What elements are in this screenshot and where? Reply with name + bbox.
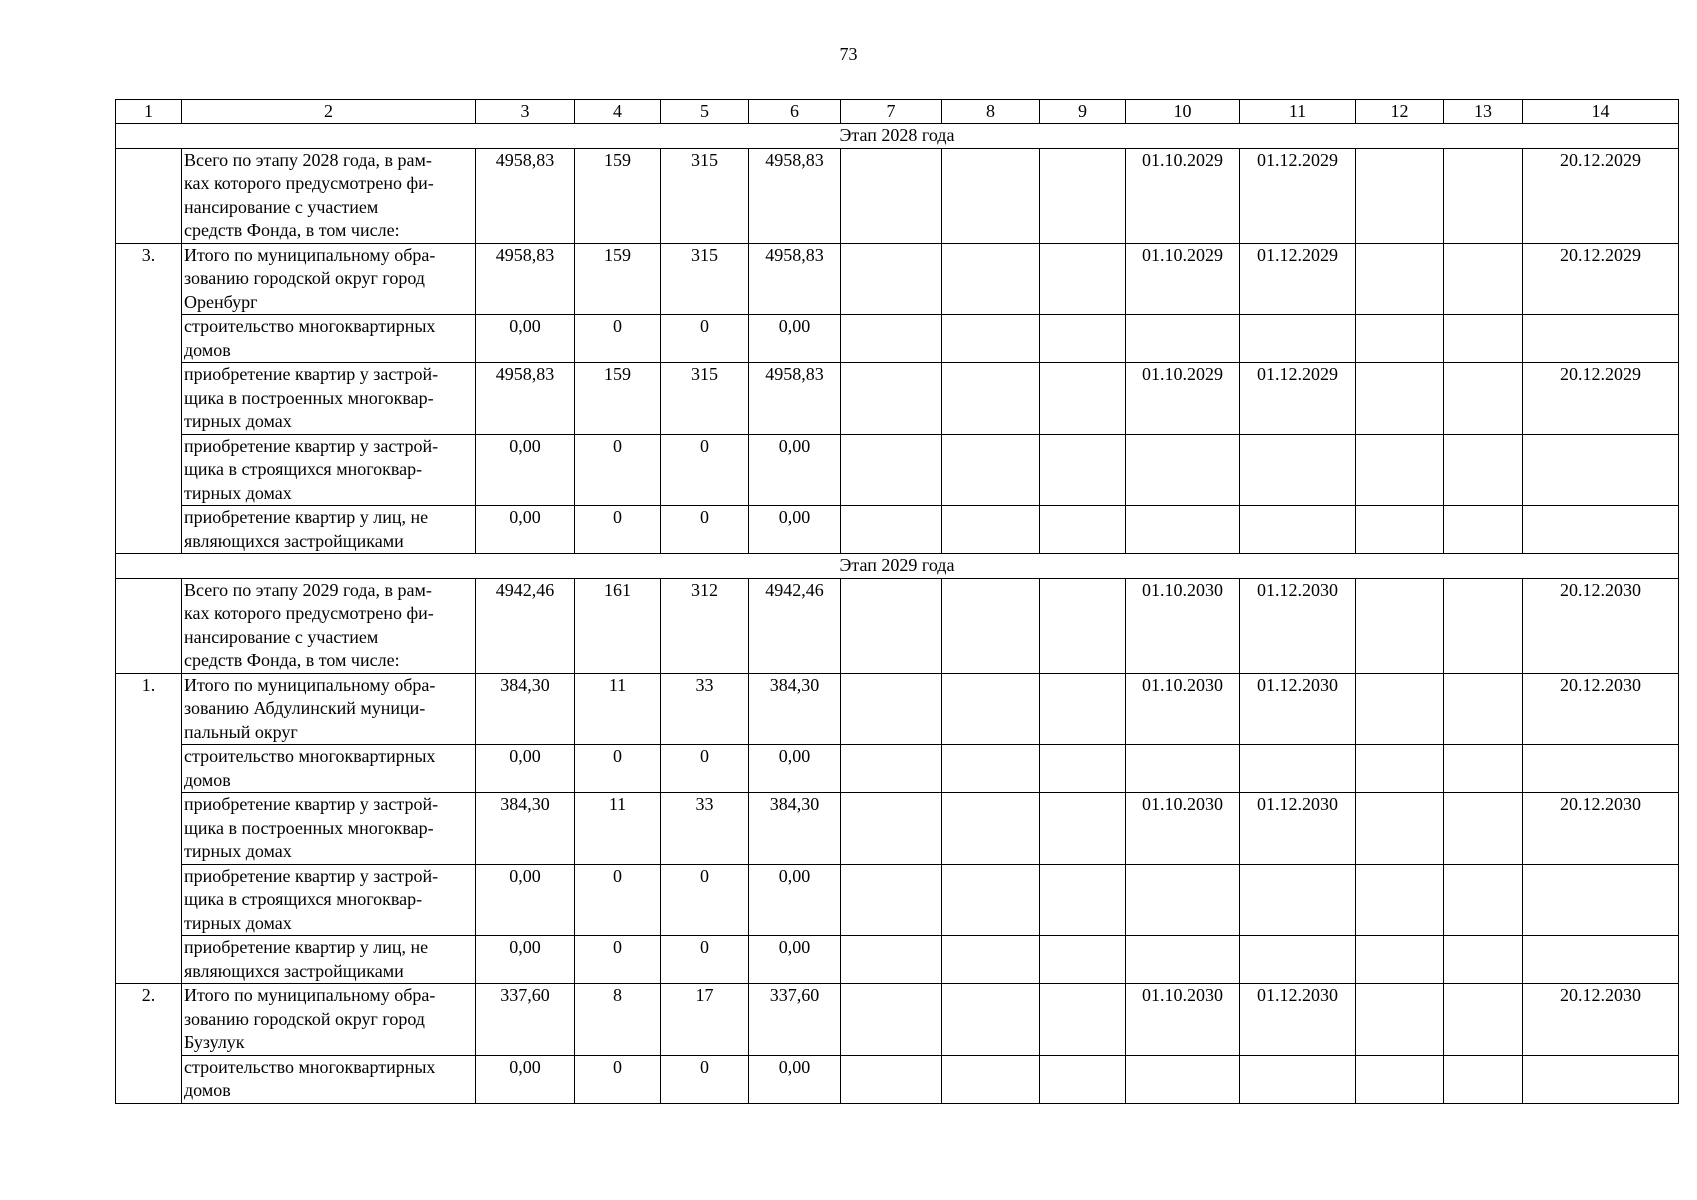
cell-date-start: 01.10.2030 (1126, 984, 1240, 1056)
row-label: Итого по муниципальному обра- зованию Абдулинский муници- пальный округ (182, 673, 476, 745)
column-number-cell: 4 (575, 100, 661, 124)
cell-col7 (841, 578, 942, 673)
cell-col9 (1040, 745, 1126, 793)
cell-people: 159 (575, 243, 661, 315)
cell-col13 (1444, 363, 1523, 435)
cell-area: 17 (661, 984, 749, 1056)
detail-row (116, 315, 1679, 363)
cell-cost: 4958,83 (476, 148, 575, 243)
cell-area: 0 (661, 864, 749, 936)
detail-row (116, 363, 1679, 435)
cell-date-mid: 01.12.2030 (1240, 793, 1356, 865)
cell-cost: 384,30 (476, 793, 575, 865)
row-number (116, 578, 182, 673)
stage-title: Этап 2028 года (116, 124, 1679, 149)
cell-date-end: 20.12.2029 (1523, 363, 1679, 435)
cell-date-mid (1240, 434, 1356, 506)
cell-col7 (841, 363, 942, 435)
cell-col13 (1444, 673, 1523, 745)
detail-row (116, 745, 1679, 793)
cell-col7 (841, 745, 942, 793)
municipality-row (116, 984, 1679, 1056)
cell-col13 (1444, 793, 1523, 865)
cell-area: 0 (661, 936, 749, 984)
cell-date-end (1523, 1055, 1679, 1103)
column-number-cell: 14 (1523, 100, 1679, 124)
cell-col7 (841, 315, 942, 363)
row-number: 2. (116, 984, 182, 1104)
stage-row (116, 554, 1679, 579)
cell-area: 33 (661, 673, 749, 745)
cell-col9 (1040, 243, 1126, 315)
cell-col8 (942, 243, 1040, 315)
cell-col12 (1356, 243, 1444, 315)
cell-col12 (1356, 936, 1444, 984)
row-label: приобретение квартир у застрой- щика в построенных многоквар- тирных домах (182, 793, 476, 865)
cell-date-end: 20.12.2030 (1523, 984, 1679, 1056)
cell-date-start (1126, 434, 1240, 506)
cell-date-start: 01.10.2030 (1126, 578, 1240, 673)
cell-cost: 0,00 (476, 506, 575, 554)
cell-col7 (841, 506, 942, 554)
cell-col8 (942, 864, 1040, 936)
cell-col12 (1356, 793, 1444, 865)
cell-date-mid: 01.12.2030 (1240, 578, 1356, 673)
row-label: приобретение квартир у застрой- щика в строящихся многоквар- тирных домах (182, 864, 476, 936)
cell-date-mid: 01.12.2029 (1240, 243, 1356, 315)
cell-fund-cost: 4958,83 (749, 363, 841, 435)
cell-col8 (942, 506, 1040, 554)
stage-title: Этап 2029 года (116, 554, 1679, 579)
row-label: приобретение квартир у лиц, не являющихся застройщиками (182, 936, 476, 984)
cell-fund-cost: 4958,83 (749, 243, 841, 315)
cell-date-end (1523, 745, 1679, 793)
cell-fund-cost: 0,00 (749, 936, 841, 984)
cell-col7 (841, 936, 942, 984)
cell-date-end: 20.12.2029 (1523, 148, 1679, 243)
cell-date-mid (1240, 1055, 1356, 1103)
column-number-cell: 10 (1126, 100, 1240, 124)
cell-col13 (1444, 864, 1523, 936)
cell-date-end: 20.12.2030 (1523, 578, 1679, 673)
row-label: строительство многоквартирных домов (182, 745, 476, 793)
cell-area: 0 (661, 506, 749, 554)
cell-date-start: 01.10.2029 (1126, 243, 1240, 315)
cell-people: 0 (575, 745, 661, 793)
cell-date-mid: 01.12.2030 (1240, 673, 1356, 745)
row-label: Всего по этапу 2028 года, в рам- ках которого предусмотрено фи- нансирование с участием средств Фонда, в том числе: (182, 148, 476, 243)
cell-fund-cost: 0,00 (749, 434, 841, 506)
cell-area: 0 (661, 1055, 749, 1103)
cell-col13 (1444, 315, 1523, 363)
cell-people: 0 (575, 1055, 661, 1103)
municipality-row (116, 673, 1679, 745)
column-number-cell: 5 (661, 100, 749, 124)
cell-cost: 0,00 (476, 864, 575, 936)
cell-col8 (942, 1055, 1040, 1103)
cell-date-start (1126, 506, 1240, 554)
cell-date-mid: 01.12.2029 (1240, 363, 1356, 435)
row-label: приобретение квартир у лиц, не являющихся застройщиками (182, 506, 476, 554)
cell-date-start: 01.10.2030 (1126, 793, 1240, 865)
cell-col12 (1356, 578, 1444, 673)
row-label: Итого по муниципальному обра- зованию городской округ город Бузулук (182, 984, 476, 1056)
cell-date-start: 01.10.2030 (1126, 673, 1240, 745)
cell-fund-cost: 0,00 (749, 506, 841, 554)
cell-fund-cost: 0,00 (749, 745, 841, 793)
cell-col9 (1040, 578, 1126, 673)
cell-col7 (841, 984, 942, 1056)
column-number-cell: 8 (942, 100, 1040, 124)
cell-col9 (1040, 793, 1126, 865)
cell-people: 0 (575, 434, 661, 506)
column-number-row (116, 100, 1679, 124)
cell-col9 (1040, 1055, 1126, 1103)
cell-col12 (1356, 315, 1444, 363)
cell-col9 (1040, 673, 1126, 745)
cell-date-end (1523, 936, 1679, 984)
cell-cost: 0,00 (476, 745, 575, 793)
detail-row (116, 434, 1679, 506)
cell-area: 0 (661, 745, 749, 793)
cell-col7 (841, 243, 942, 315)
cell-col9 (1040, 148, 1126, 243)
row-label: приобретение квартир у застрой- щика в строящихся многоквар- тирных домах (182, 434, 476, 506)
cell-date-start: 01.10.2029 (1126, 148, 1240, 243)
row-number: 1. (116, 673, 182, 984)
cell-col9 (1040, 936, 1126, 984)
column-number-cell: 7 (841, 100, 942, 124)
row-number: 3. (116, 243, 182, 554)
cell-col8 (942, 745, 1040, 793)
cell-cost: 384,30 (476, 673, 575, 745)
cell-date-end: 20.12.2030 (1523, 793, 1679, 865)
cell-col8 (942, 936, 1040, 984)
cell-col7 (841, 673, 942, 745)
cell-col9 (1040, 864, 1126, 936)
column-number-cell: 12 (1356, 100, 1444, 124)
cell-cost: 4942,46 (476, 578, 575, 673)
housing-program-table (115, 99, 1679, 1104)
cell-cost: 0,00 (476, 434, 575, 506)
cell-fund-cost: 0,00 (749, 1055, 841, 1103)
stage-row (116, 124, 1679, 149)
cell-col13 (1444, 984, 1523, 1056)
cell-col13 (1444, 578, 1523, 673)
cell-date-start (1126, 1055, 1240, 1103)
row-label: строительство многоквартирных домов (182, 1055, 476, 1103)
cell-area: 0 (661, 434, 749, 506)
cell-fund-cost: 384,30 (749, 793, 841, 865)
cell-area: 315 (661, 363, 749, 435)
cell-col13 (1444, 434, 1523, 506)
cell-date-start (1126, 745, 1240, 793)
cell-col8 (942, 434, 1040, 506)
cell-col7 (841, 1055, 942, 1103)
cell-col9 (1040, 506, 1126, 554)
cell-col9 (1040, 434, 1126, 506)
cell-people: 161 (575, 578, 661, 673)
cell-cost: 4958,83 (476, 363, 575, 435)
stage-total-row (116, 148, 1679, 243)
cell-people: 159 (575, 148, 661, 243)
cell-col7 (841, 793, 942, 865)
cell-col8 (942, 363, 1040, 435)
cell-people: 11 (575, 673, 661, 745)
cell-col8 (942, 984, 1040, 1056)
detail-row (116, 1055, 1679, 1103)
cell-people: 0 (575, 936, 661, 984)
cell-date-mid (1240, 506, 1356, 554)
cell-date-end (1523, 506, 1679, 554)
column-number-cell: 13 (1444, 100, 1523, 124)
column-number-cell: 6 (749, 100, 841, 124)
cell-col13 (1444, 936, 1523, 984)
cell-col12 (1356, 673, 1444, 745)
row-label: Итого по муниципальному обра- зованию городской округ город Оренбург (182, 243, 476, 315)
column-number-cell: 2 (182, 100, 476, 124)
cell-col13 (1444, 1055, 1523, 1103)
municipality-row (116, 243, 1679, 315)
cell-fund-cost: 4942,46 (749, 578, 841, 673)
cell-date-mid (1240, 864, 1356, 936)
detail-row (116, 506, 1679, 554)
cell-col7 (841, 434, 942, 506)
row-label: Всего по этапу 2029 года, в рам- ках которого предусмотрено фи- нансирование с участием средств Фонда, в том числе: (182, 578, 476, 673)
detail-row (116, 793, 1679, 865)
cell-col8 (942, 148, 1040, 243)
cell-people: 0 (575, 315, 661, 363)
cell-date-start: 01.10.2029 (1126, 363, 1240, 435)
cell-col8 (942, 793, 1040, 865)
cell-fund-cost: 0,00 (749, 864, 841, 936)
cell-area: 0 (661, 315, 749, 363)
cell-col8 (942, 578, 1040, 673)
cell-col9 (1040, 315, 1126, 363)
page-number: 73 (839, 44, 858, 64)
cell-col13 (1444, 148, 1523, 243)
cell-col9 (1040, 984, 1126, 1056)
column-number-cell: 11 (1240, 100, 1356, 124)
cell-date-mid (1240, 315, 1356, 363)
cell-col13 (1444, 506, 1523, 554)
cell-col12 (1356, 363, 1444, 435)
cell-cost: 337,60 (476, 984, 575, 1056)
cell-area: 315 (661, 243, 749, 315)
detail-row (116, 864, 1679, 936)
cell-col12 (1356, 864, 1444, 936)
cell-col7 (841, 864, 942, 936)
cell-col12 (1356, 506, 1444, 554)
cell-col12 (1356, 148, 1444, 243)
cell-col13 (1444, 243, 1523, 315)
row-label: строительство многоквартирных домов (182, 315, 476, 363)
cell-date-mid (1240, 936, 1356, 984)
cell-date-end (1523, 315, 1679, 363)
cell-people: 8 (575, 984, 661, 1056)
cell-date-mid: 01.12.2030 (1240, 984, 1356, 1056)
cell-date-start (1126, 864, 1240, 936)
cell-cost: 0,00 (476, 1055, 575, 1103)
cell-date-end: 20.12.2029 (1523, 243, 1679, 315)
cell-col7 (841, 148, 942, 243)
cell-people: 159 (575, 363, 661, 435)
cell-date-mid (1240, 745, 1356, 793)
cell-date-end (1523, 864, 1679, 936)
column-number-cell: 1 (116, 100, 182, 124)
cell-fund-cost: 384,30 (749, 673, 841, 745)
cell-fund-cost: 337,60 (749, 984, 841, 1056)
cell-area: 33 (661, 793, 749, 865)
cell-area: 315 (661, 148, 749, 243)
cell-date-end: 20.12.2030 (1523, 673, 1679, 745)
cell-col9 (1040, 363, 1126, 435)
cell-area: 312 (661, 578, 749, 673)
column-number-cell: 9 (1040, 100, 1126, 124)
row-number (116, 148, 182, 243)
cell-cost: 0,00 (476, 936, 575, 984)
cell-date-mid: 01.12.2029 (1240, 148, 1356, 243)
cell-col8 (942, 315, 1040, 363)
detail-row (116, 936, 1679, 984)
cell-date-start (1126, 936, 1240, 984)
cell-people: 11 (575, 793, 661, 865)
cell-col12 (1356, 434, 1444, 506)
cell-col12 (1356, 1055, 1444, 1103)
cell-col8 (942, 673, 1040, 745)
cell-date-start (1126, 315, 1240, 363)
column-number-cell: 3 (476, 100, 575, 124)
cell-cost: 4958,83 (476, 243, 575, 315)
cell-people: 0 (575, 864, 661, 936)
row-label: приобретение квартир у застрой- щика в построенных многоквар- тирных домах (182, 363, 476, 435)
cell-fund-cost: 4958,83 (749, 148, 841, 243)
cell-people: 0 (575, 506, 661, 554)
cell-cost: 0,00 (476, 315, 575, 363)
cell-date-end (1523, 434, 1679, 506)
cell-col12 (1356, 984, 1444, 1056)
stage-total-row (116, 578, 1679, 673)
cell-fund-cost: 0,00 (749, 315, 841, 363)
cell-col12 (1356, 745, 1444, 793)
cell-col13 (1444, 745, 1523, 793)
